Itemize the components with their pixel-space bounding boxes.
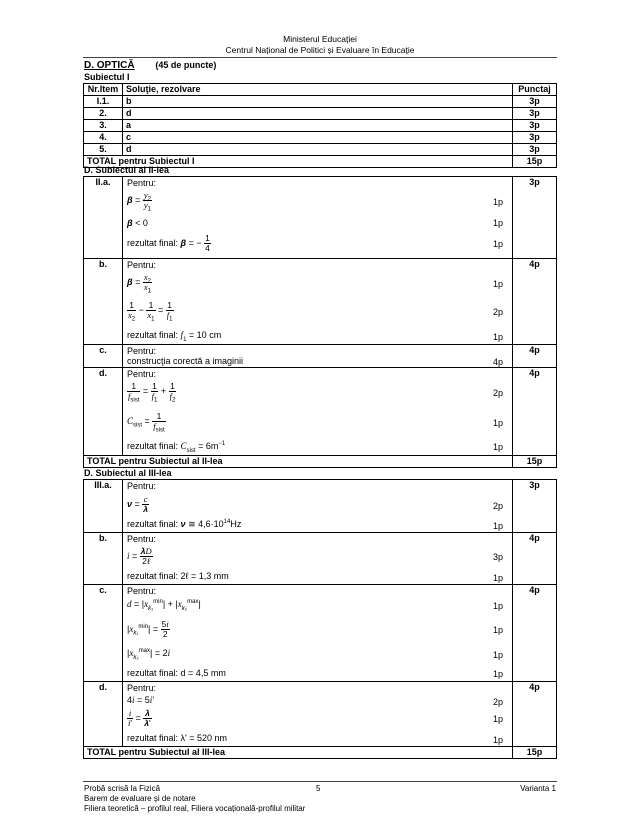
table-row	[84, 682, 557, 747]
item-number: III.a.	[84, 480, 123, 533]
points: 1p	[493, 573, 504, 583]
subiect-2-label: D. Subiectul al II-lea	[84, 165, 170, 175]
points: 3p	[513, 144, 557, 156]
pentru-label: Pentru:	[127, 260, 157, 270]
col-points-header: Punctaj	[513, 84, 557, 96]
section-name: D. OPTICĂ	[84, 60, 135, 71]
total-label: TOTAL pentru Subiectul al III-lea	[84, 747, 513, 759]
item-number: II.a.	[84, 177, 123, 259]
points: 1p	[493, 239, 504, 249]
subiect-1-label: Subiectul I	[84, 72, 130, 82]
points: 1p	[493, 442, 504, 452]
footer-left	[84, 784, 305, 814]
final-result-line	[127, 733, 512, 745]
points: 2p	[493, 388, 504, 398]
table-row	[84, 480, 557, 533]
points: 1p	[493, 601, 504, 611]
formula-line: $d = |x_{k_1}^{min}| + |x_{k_2}^{max}|$ 1p	[127, 599, 504, 612]
solution-cell	[123, 259, 513, 345]
points: 3p	[513, 108, 557, 120]
pentru-label: Pentru:	[127, 369, 157, 379]
points: 1p	[493, 714, 504, 724]
barem-name: Barem de evaluare și de notare	[84, 794, 196, 803]
final-label: rezultat final:	[127, 571, 179, 581]
answer: d	[123, 108, 513, 120]
answer: b	[123, 96, 513, 108]
header-divider	[83, 57, 557, 58]
solution-cell	[123, 480, 513, 533]
formula-line: ν = $\frac{c}{\lambda}$ 2p	[127, 494, 504, 514]
points: 4p	[513, 682, 557, 747]
page-number: 5	[316, 784, 321, 793]
table-row	[84, 96, 557, 108]
formula-line: β < 0 1p	[127, 218, 504, 228]
item-number: 4.	[84, 132, 123, 144]
table-header-row	[84, 84, 557, 96]
final-value: λ' = 520 nm	[180, 733, 228, 743]
points: 1p	[493, 197, 504, 207]
item-number: c.	[84, 345, 123, 368]
exam-name: Probă scrisă la Fizică	[84, 784, 161, 793]
item-number: c.	[84, 585, 123, 682]
filiera-name: Filiera teoretică – profilul real, Filiera vocațională-profilul militar	[84, 804, 306, 813]
points: 4p	[513, 533, 557, 585]
answer: c	[123, 132, 513, 144]
final-value: 2ℓ = 1,3 mm	[180, 571, 229, 581]
solution-cell	[123, 585, 513, 682]
table-row	[84, 177, 557, 259]
points: 3p	[513, 177, 557, 259]
answer: a	[123, 120, 513, 132]
points: 3p	[513, 480, 557, 533]
points: 3p	[513, 120, 557, 132]
center-name: Centrul Național de Politici și Evaluare în Educație	[225, 45, 415, 55]
points: 2p	[493, 697, 504, 707]
formula-line: i = $\frac{\lambda D}{\text{2ℓ}}$ 3p	[127, 546, 504, 566]
formula-line: β = $\frac{x_2}{x_1}$ 1p	[127, 272, 504, 295]
points: 2p	[493, 307, 504, 317]
points: 1p	[493, 218, 504, 228]
item-number: d.	[84, 368, 123, 456]
variant-label: Varianta 1	[520, 784, 556, 793]
solution-cell	[123, 345, 513, 368]
points: 2p	[493, 501, 504, 511]
points: 1p	[493, 332, 504, 342]
points: 4p	[513, 259, 557, 345]
table-row	[84, 144, 557, 156]
formula-line: $\frac{i}{i'}$ = $\frac{\lambda}{\lambda'}$ 1p	[128, 708, 504, 728]
item-number: 3.	[84, 120, 123, 132]
solution-cell	[123, 177, 513, 259]
points: 1p	[493, 650, 504, 660]
total-row	[84, 456, 557, 468]
pentru-label: Pentru:	[127, 346, 157, 356]
pentru-label: Pentru:	[127, 534, 157, 544]
pentru-label: Pentru:	[127, 683, 157, 693]
final-result-line: rezultat final: β = − $\frac{1}{4}$ 1p	[127, 233, 504, 253]
points: 1p	[493, 735, 504, 745]
item-number: 2.	[84, 108, 123, 120]
total-points: 15p	[513, 747, 557, 759]
table-row	[84, 120, 557, 132]
formula-line: 4i = 5i' 2p	[127, 695, 504, 707]
formula-line: $\frac{1}{x_2}$ − $\frac{1}{x_1}$ = $\frac{1}{f_1}$ 2p	[128, 300, 504, 323]
formula-line: $|x_{k_2}^{max}| = 2i$ 1p	[127, 648, 504, 661]
item-number: 5.	[84, 144, 123, 156]
final-value: = 10 cm	[188, 330, 222, 340]
subiect-2-table	[83, 176, 557, 468]
item-number: b.	[84, 259, 123, 345]
points: 1p	[493, 625, 504, 635]
solution-cell	[123, 368, 513, 456]
subiect-1-table	[83, 83, 557, 168]
points: 3p	[513, 96, 557, 108]
final-label: rezultat final:	[127, 330, 179, 340]
col-solution-header: Soluţie, rezolvare	[123, 84, 513, 96]
subiect-3-table	[83, 479, 557, 759]
table-row	[84, 533, 557, 585]
points: 3p	[493, 552, 504, 562]
item-number: d.	[84, 682, 123, 747]
total-points: 15p	[513, 156, 557, 168]
final-unit: Hz	[230, 519, 242, 529]
final-result-line: rezultat final: $C_{sist} = 6m^{-1}$ 1p	[127, 441, 504, 454]
total-row	[84, 747, 557, 759]
points: 1p	[493, 521, 504, 531]
final-result-line: rezultat final: $f_1 = 10$ cm 1p	[127, 330, 504, 343]
total-label: TOTAL pentru Subiectul I	[84, 156, 513, 168]
points: 1p	[493, 279, 504, 289]
total-points: 15p	[513, 456, 557, 468]
table-row	[84, 368, 557, 456]
final-result-line	[127, 571, 512, 583]
points: 1p	[493, 418, 504, 428]
table-row	[84, 259, 557, 345]
formula-line: $\frac{1}{f_{sist}}$ = $\frac{1}{f_1}$ + $\frac{1}{f_2}$ 2p	[128, 381, 504, 404]
solution-cell	[123, 533, 513, 585]
formula-line: $|x_{k_1}^{min}|$ = $\frac{5i}{2}$ 1p	[127, 619, 504, 639]
section-points: (45 de puncte)	[155, 60, 217, 70]
table-row	[84, 345, 557, 368]
table-row	[84, 585, 557, 682]
points: 4p	[513, 345, 557, 368]
points: 4p	[513, 585, 557, 682]
solution-cell	[123, 682, 513, 747]
document-header	[0, 34, 640, 56]
pentru-label: Pentru:	[127, 586, 157, 596]
points: 3p	[513, 132, 557, 144]
final-value: 4,6·10	[198, 519, 224, 529]
points: 1p	[493, 669, 504, 679]
formula-line: β = $\frac{y_2}{y_1}$ 1p	[127, 190, 504, 213]
total-label: TOTAL pentru Subiectul al II-lea	[84, 456, 513, 468]
pentru-label: Pentru:	[127, 481, 157, 491]
points: 4p	[513, 368, 557, 456]
table-row	[84, 108, 557, 120]
points: 4p	[493, 357, 504, 367]
final-label: rezultat final:	[127, 668, 179, 678]
ministry-name: Ministerul Educației	[283, 34, 357, 44]
answer: d	[123, 144, 513, 156]
pentru-label: Pentru:	[127, 178, 157, 188]
final-label: rezultat final:	[127, 441, 179, 451]
section-title	[84, 60, 216, 71]
solution-text: construcţia corectă a imaginii	[127, 356, 244, 366]
item-number: I.1.	[84, 96, 123, 108]
col-item-header: Nr.Item	[84, 84, 123, 96]
final-result-line: rezultat final: ν ≅ $4,6\cdot 10^{14}Hz$ 1p	[127, 519, 504, 531]
footer-divider	[83, 781, 557, 782]
formula-line: $C_{sist}$ = $\frac{1}{f_{sist}}$ 1p	[127, 411, 504, 434]
final-label: rezultat final:	[127, 519, 179, 529]
final-result-line	[127, 668, 512, 680]
final-value: d = 4,5 mm	[180, 668, 226, 678]
subiect-3-label: D. Subiectul al III-lea	[84, 468, 172, 478]
table-row	[84, 132, 557, 144]
final-value: = 6m	[198, 441, 219, 451]
item-number: b.	[84, 533, 123, 585]
final-label: rezultat final:	[127, 237, 179, 248]
final-label: rezultat final:	[127, 733, 179, 743]
